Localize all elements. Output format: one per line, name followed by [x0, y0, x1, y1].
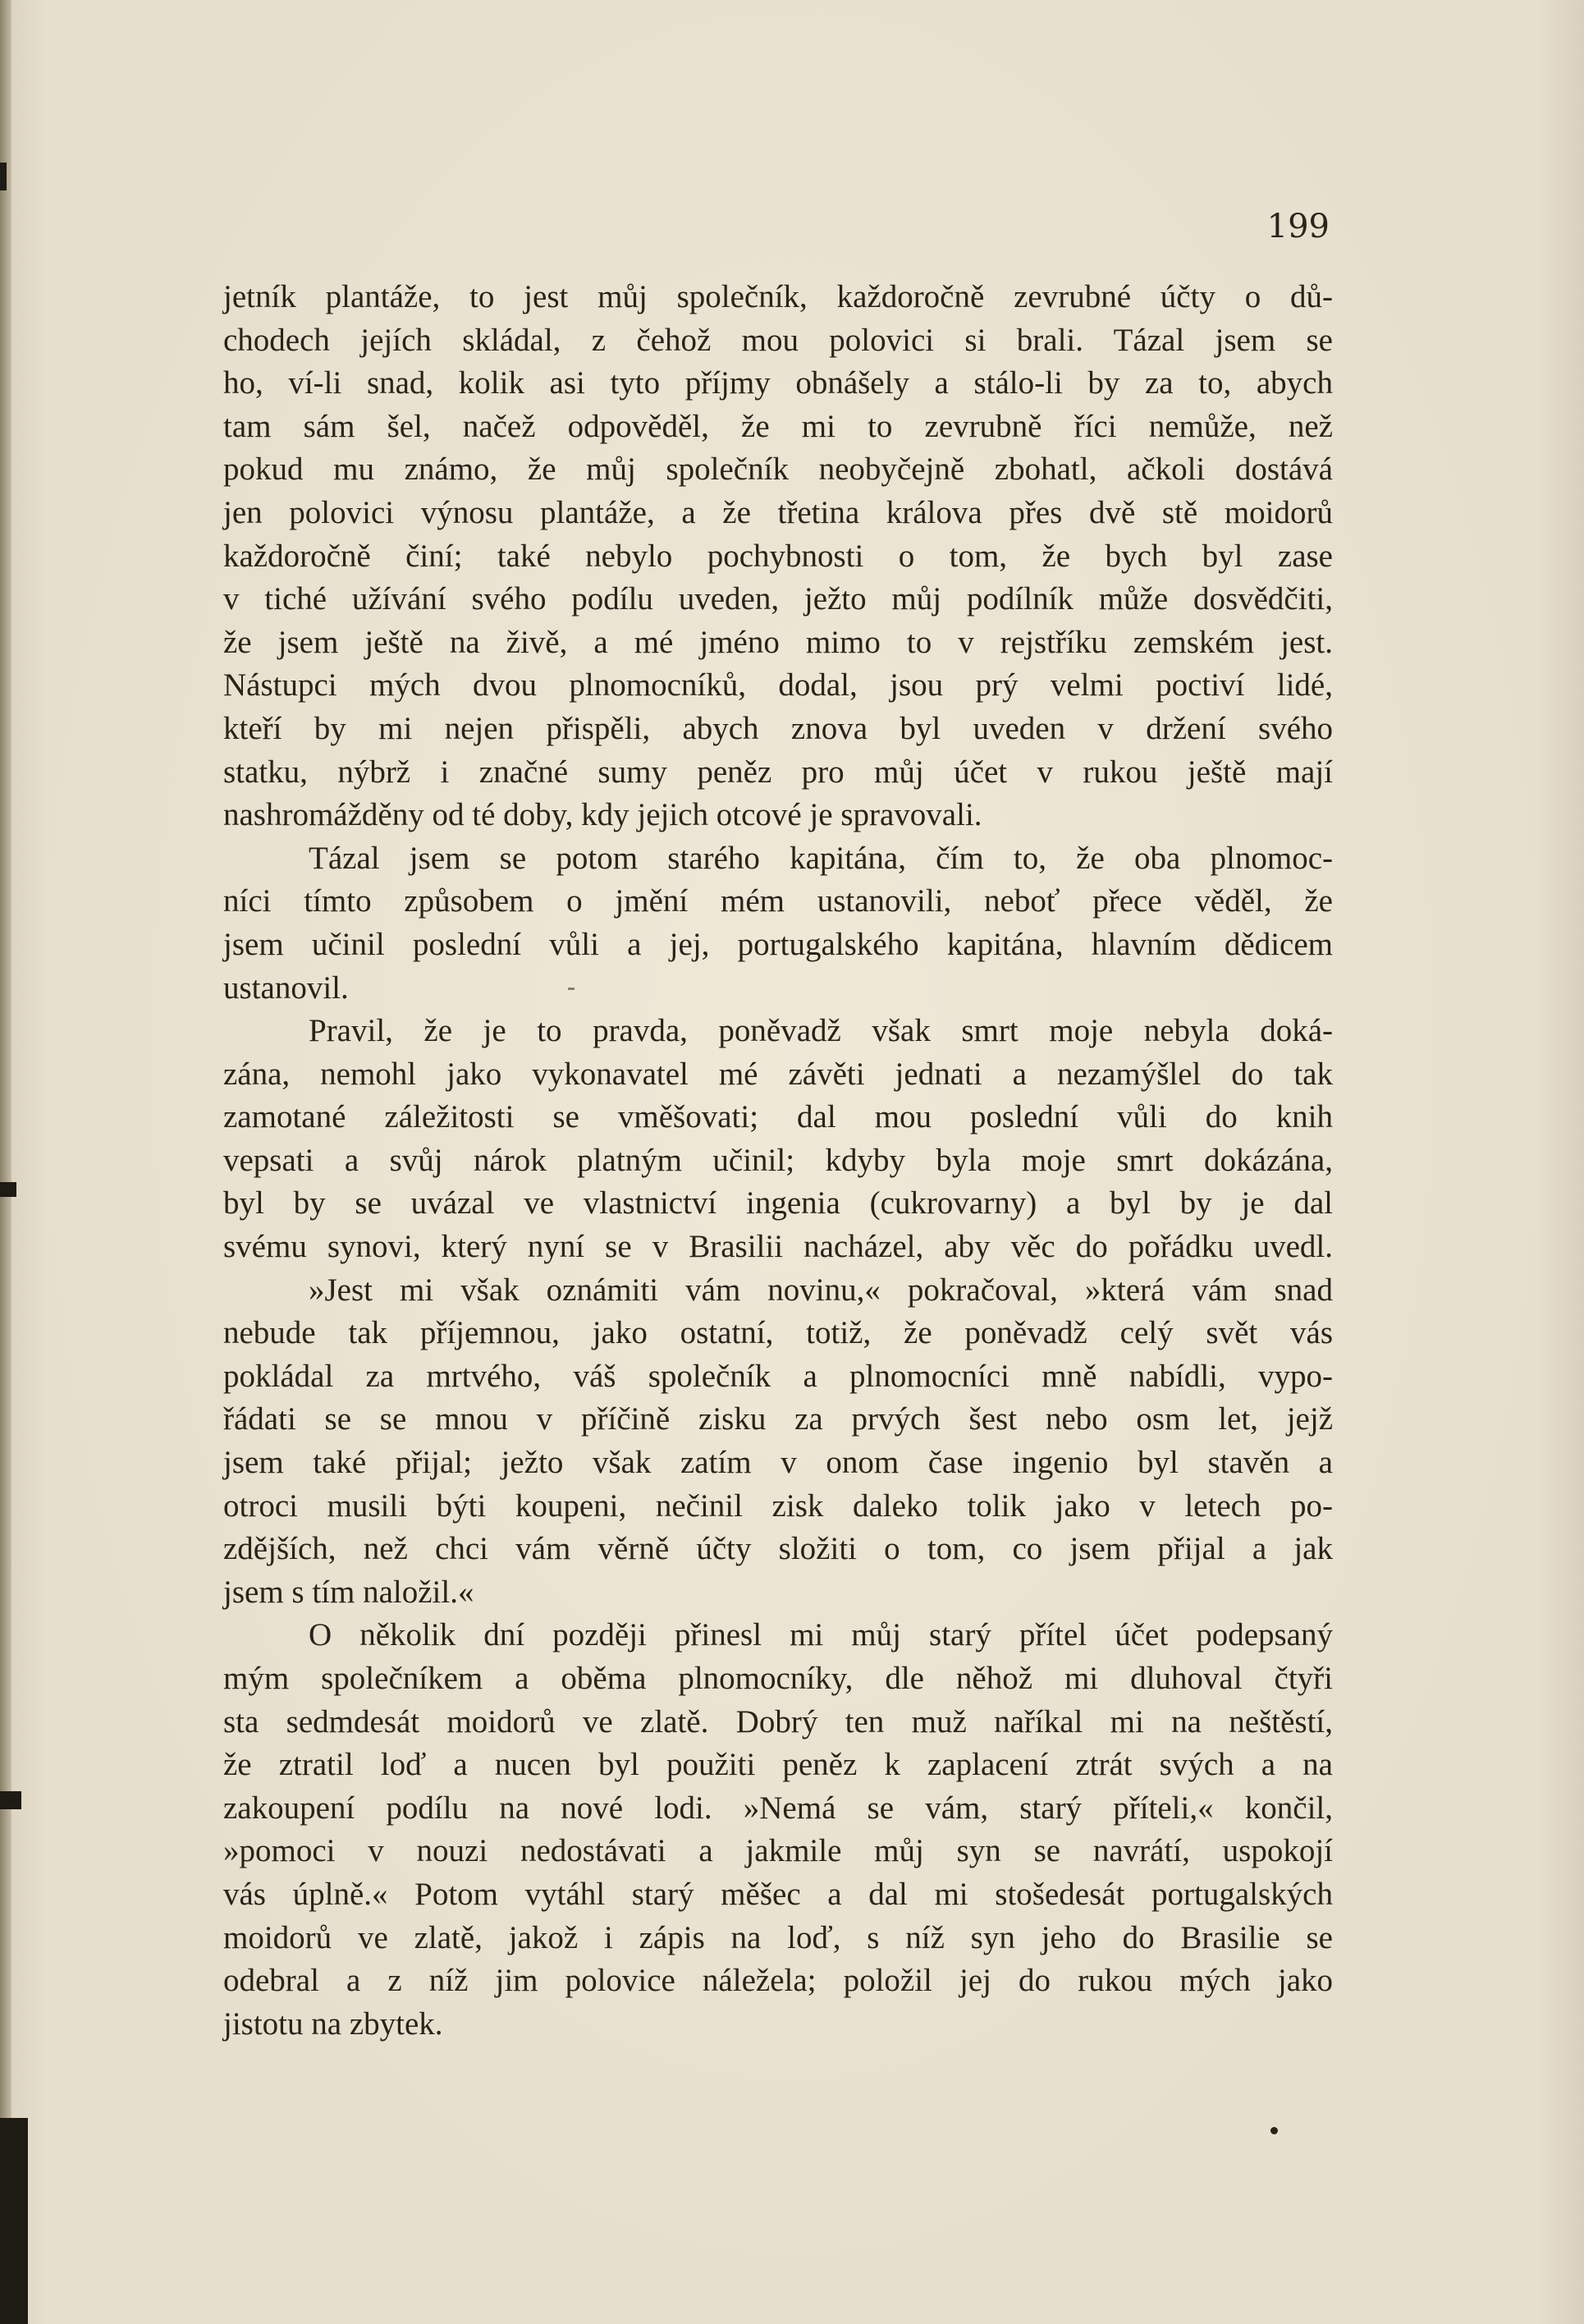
text-line: jsem s tím naložil.«: [223, 1574, 474, 1610]
text-line: moidorů ve zlatě, jakož i zápis na loď, s níž syn jeho do Brasilie se: [223, 1919, 1333, 1955]
text-line: ustanovil.: [223, 969, 349, 1006]
text-line: »Jest mi však oznámiti vám novinu,« pokračoval, »která vám snad: [309, 1272, 1333, 1308]
binding-mark: [0, 2118, 28, 2324]
text-line: sta sedmdesát moidorů ve zlatě. Dobrý ten muž naříkal mi na neštěstí,: [223, 1703, 1333, 1740]
text-line: Pravil, že je to pravda, poněvadž však smrt moje nebyla doká-: [309, 1013, 1333, 1049]
text-line: tam sám šel, načež odpověděl, že mi to zevrubně říci nemůže, než: [223, 408, 1333, 444]
text-line: každoročně činí; také nebylo pochybnosti o tom, že bych byl zase: [223, 538, 1333, 574]
text-line: ho, ví-li snad, kolik asi tyto příjmy obnášely a stálo-li by za to, abych: [223, 365, 1333, 401]
text-line: jetník plantáže, to jest můj společník, každoročně zevrubné účty o dů-: [223, 279, 1333, 314]
text-line: vás úplně.« Potom vytáhl starý měšec a dal mi stošedesát portugalských: [223, 1876, 1333, 1912]
text-line: Nástupci mých dvou plnomocníků, dodal, jsou prý velmi poctiví lidé,: [223, 667, 1333, 704]
binding-mark: [0, 1791, 21, 1809]
text-line: zakoupení podílu na nové lodi. »Nemá se vám, starý příteli,« končil,: [223, 1790, 1333, 1826]
page-number: 199: [1266, 208, 1330, 245]
text-line: Tázal jsem se potom starého kapitána, čím to, že oba plnomoc-: [309, 840, 1333, 876]
text-line: jsem také přijal; ježto však zatím v onom čase ingenio byl stavěn a: [223, 1445, 1333, 1481]
text-line: nashromážděny od té doby, kdy jejich otcové je spravovali.: [223, 797, 982, 833]
text-line: zána, nemohl jako vykonavatel mé závěti jednati a nezamýšlel do tak: [223, 1056, 1333, 1092]
text-line: že jsem ještě na živě, a mé jméno mimo to v rejstříku zemském jest.: [223, 624, 1333, 660]
print-dot: [1270, 2127, 1278, 2134]
text-line: pokud mu známo, že můj společník neobyčejně zbohatl, ačkoli dostává: [223, 452, 1333, 488]
paragraph: [223, 1614, 1333, 2046]
text-line: odebral a z níž jim polovice náležela; položil jej do rukou mých jako: [223, 1963, 1333, 1999]
binding-mark: [0, 1182, 16, 1197]
text-line: kteří by mi nejen přispěli, abych znova byl uveden v držení svého: [223, 710, 1333, 746]
text-line: O několik dní později přinesl mi můj starý přítel účet podepsaný: [309, 1617, 1333, 1653]
text-line: otroci musili býti koupeni, nečinil zisk daleko tolik jako v letech po-: [223, 1487, 1333, 1524]
text-line: řádati se se mnou v příčině zisku za prvých šest nebo osm let, jejž: [223, 1401, 1333, 1437]
text-line: »pomoci v nouzi nedostávati a jakmile můj syn se navrátí, uspokojí: [223, 1833, 1333, 1869]
text-line: svému synovi, který nyní se v Brasilii nacházel, aby věc do pořádku uvedl.: [223, 1229, 1333, 1265]
paragraph: [223, 1010, 1333, 1269]
text-line: statku, nýbrž i značné sumy peněz pro můj účet v rukou ještě mají: [223, 754, 1333, 790]
paragraph: [223, 276, 1333, 837]
text-line: byl by se uvázal ve vlastnictví ingenia (cukrovarny) a byl by je dal: [223, 1185, 1333, 1222]
text-line: mým společníkem a oběma plnomocníky, dle něhož mi dluhoval čtyři: [223, 1661, 1333, 1696]
text-line: níci tímto způsobem o jmění mém ustanovili, neboť přece věděl, že: [223, 883, 1333, 919]
paragraph: [223, 837, 1333, 1010]
text-line: chodech jejích skládal, z čehož mou polovici si brali. Tázal jsem se: [223, 322, 1333, 358]
text-line: v tiché užívání svého podílu uveden, ježto můj podílník může dosvědčiti,: [223, 581, 1333, 617]
text-line: zamotané záležitosti se vměšovati; dal mou poslední vůli do knih: [223, 1099, 1333, 1135]
print-blemish: [568, 988, 575, 990]
text-line: nebude tak příjemnou, jako ostatní, totiž, že poněvadž celý svět vás: [223, 1315, 1333, 1351]
text-line: pokládal za mrtvého, váš společník a plnomocníci mně nabídli, vypo-: [223, 1358, 1333, 1394]
page-binding-edge: [0, 0, 11, 2324]
text-line: jen polovici výnosu plantáže, a že třetina králova přes dvě stě moidorů: [223, 494, 1333, 530]
text-line: jsem učinil poslední vůli a jej, portugalského kapitána, hlavním dědicem: [223, 926, 1333, 962]
body-text: [223, 276, 1333, 2046]
binding-mark: [0, 163, 7, 190]
text-line: jistotu na zbytek.: [223, 2005, 443, 2042]
text-line: vepsati a svůj nárok platným učinil; kdyby byla moje smrt dokázána,: [223, 1142, 1333, 1178]
text-line: že ztratil loď a nucen byl použiti peněz k zaplacení ztrát svých a na: [223, 1747, 1333, 1783]
text-line: zdějších, než chci vám věrně účty složiti o tom, co jsem přijal a jak: [223, 1531, 1333, 1567]
paragraph: [223, 1269, 1333, 1615]
